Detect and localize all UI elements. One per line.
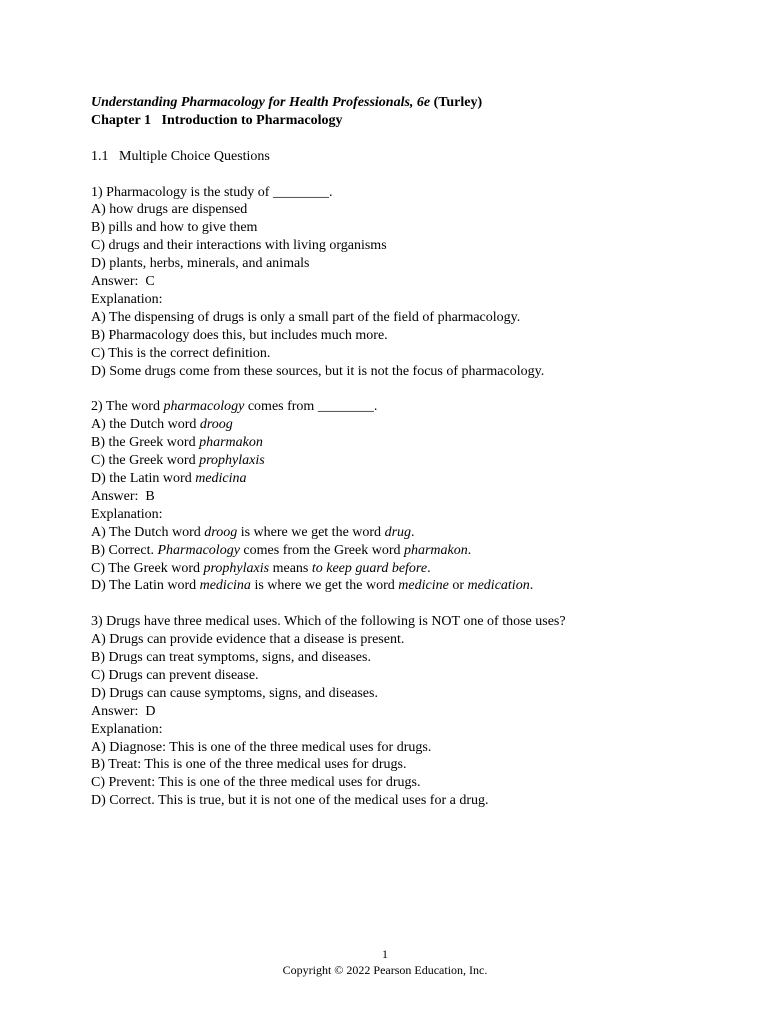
question-block: [91, 613, 711, 810]
explanation-term: prophylaxis: [203, 560, 270, 576]
explanation-label: Explanation:: [91, 291, 163, 307]
explanation-text: .: [467, 542, 472, 558]
question-stem-text: 3) Drugs have three medical uses. Which of the following is NOT one of those uses?: [91, 614, 566, 630]
answer-option: [91, 452, 711, 470]
answer-option-text: A) how drugs are dispensed: [91, 202, 248, 218]
question-stem-text: 1) Pharmacology is the study of ________.: [91, 184, 333, 200]
explanation-label: Explanation:: [91, 721, 163, 737]
question-stem: [91, 398, 711, 416]
answer-key: Answer: B: [91, 488, 155, 504]
answer-option-text: B) the Greek word: [91, 435, 200, 451]
question-stem-text: comes from ________.: [244, 399, 378, 415]
question-stem-text: 2) The word: [91, 399, 164, 415]
explanation-text: A) Diagnose: This is one of the three medical uses for drugs.: [91, 739, 432, 755]
explanation-term: medication: [467, 578, 530, 594]
book-title: Understanding Pharmacology for Health Professionals, 6e: [91, 95, 431, 110]
copyright-notice: Copyright © 2022 Pearson Education, Inc.: [282, 962, 488, 977]
explanation-text: D) The Latin word: [91, 578, 200, 594]
explanation-term: droog: [204, 524, 238, 540]
explanation-item: [91, 542, 711, 560]
answer-option-term: medicina: [195, 470, 247, 486]
explanation-text: C) This is the correct definition.: [91, 345, 271, 361]
explanation-text: B) Pharmacology does this, but includes much more.: [91, 327, 388, 343]
explanation-text: B) Correct.: [91, 542, 158, 558]
answer-option-text: A) the Dutch word: [91, 417, 200, 433]
answer-option: [91, 649, 711, 667]
explanation-text: D) Correct. This is true, but it is not one of the medical uses for a drug.: [91, 793, 489, 809]
answer-option-text: C) the Greek word: [91, 453, 200, 469]
answer-option: [91, 631, 711, 649]
answer-option-text: B) Drugs can treat symptoms, signs, and diseases.: [91, 650, 371, 666]
explanation-text: C) Prevent: This is one of the three medical uses for drugs.: [91, 775, 421, 791]
explanation-text: or: [448, 578, 468, 594]
answer-option-term: prophylaxis: [199, 453, 265, 469]
explanation-term: medicina: [199, 578, 251, 594]
answer-key: Answer: D: [91, 703, 156, 719]
explanation-text: .: [427, 560, 431, 576]
explanation-text: B) Treat: This is one of the three medical uses for drugs.: [91, 757, 407, 773]
explanation-text: D) Some drugs come from these sources, but it is not the focus of pharmacology.: [91, 363, 545, 379]
explanation-term: Pharmacology: [157, 542, 240, 558]
chapter-title: Chapter 1 Introduction to Pharmacology: [91, 112, 343, 128]
explanation-term: medicine: [398, 578, 449, 594]
question-stem: [91, 184, 711, 202]
question-list: [91, 166, 711, 811]
explanation-item: [91, 577, 711, 595]
explanation-text: C) The Greek word: [91, 560, 204, 576]
question-stem: [91, 613, 711, 631]
question-block: [91, 398, 711, 595]
explanation-item: [91, 739, 711, 757]
explanation-label: Explanation:: [91, 506, 163, 522]
answer-option-text: A) Drugs can provide evidence that a disease is present.: [91, 632, 405, 648]
answer-option: [91, 416, 711, 434]
answer-option: [91, 667, 711, 685]
answer-option: [91, 201, 711, 219]
book-title-line: [91, 94, 711, 112]
explanation-item: [91, 327, 711, 345]
explanation-term: to keep guard before: [311, 560, 428, 576]
explanation-text: comes from the Greek word: [239, 542, 404, 558]
explanation-item: [91, 792, 711, 810]
page-footer: [0, 947, 770, 978]
explanation-text: A) The Dutch word: [91, 524, 205, 540]
explanation-item: [91, 363, 711, 381]
answer-option: [91, 470, 711, 488]
explanation-text: means: [269, 560, 312, 576]
answer-option: [91, 237, 711, 255]
explanation-item: [91, 345, 711, 363]
explanation-item: [91, 756, 711, 774]
explanation-term: drug: [384, 524, 412, 540]
answer-option: [91, 219, 711, 237]
explanation-text: A) The dispensing of drugs is only a small part of the field of pharmacology.: [91, 309, 521, 325]
explanation-item: [91, 774, 711, 792]
answer-option-text: C) drugs and their interactions with living organisms: [91, 238, 387, 254]
explanation-text: .: [529, 578, 534, 594]
answer-option: [91, 685, 711, 703]
answer-option-term: pharmakon: [199, 435, 263, 451]
answer-option-term: droog: [199, 417, 233, 433]
answer-option: [91, 255, 711, 273]
book-author: (Turley): [433, 95, 483, 110]
answer-option-text: C) Drugs can prevent disease.: [91, 667, 259, 683]
question-stem-term: pharmacology: [163, 399, 245, 415]
explanation-item: [91, 560, 711, 578]
answer-option-text: B) pills and how to give them: [91, 220, 258, 236]
answer-option-text: D) Drugs can cause symptoms, signs, and diseases.: [91, 685, 378, 701]
answer-option: [91, 434, 711, 452]
section-heading: 1.1 Multiple Choice Questions: [91, 148, 270, 164]
explanation-text: is where we get the word: [250, 578, 399, 594]
question-block: [91, 184, 711, 381]
explanation-text: is where we get the word: [237, 524, 385, 540]
answer-option-text: D) plants, herbs, minerals, and animals: [91, 256, 310, 272]
document-page: [91, 94, 711, 810]
page-number: 1: [382, 947, 388, 961]
answer-key: Answer: C: [91, 274, 155, 290]
answer-option-text: D) the Latin word: [91, 470, 196, 486]
explanation-item: [91, 309, 711, 327]
explanation-text: .: [411, 524, 415, 540]
explanation-item: [91, 524, 711, 542]
explanation-term: pharmakon: [403, 542, 468, 558]
